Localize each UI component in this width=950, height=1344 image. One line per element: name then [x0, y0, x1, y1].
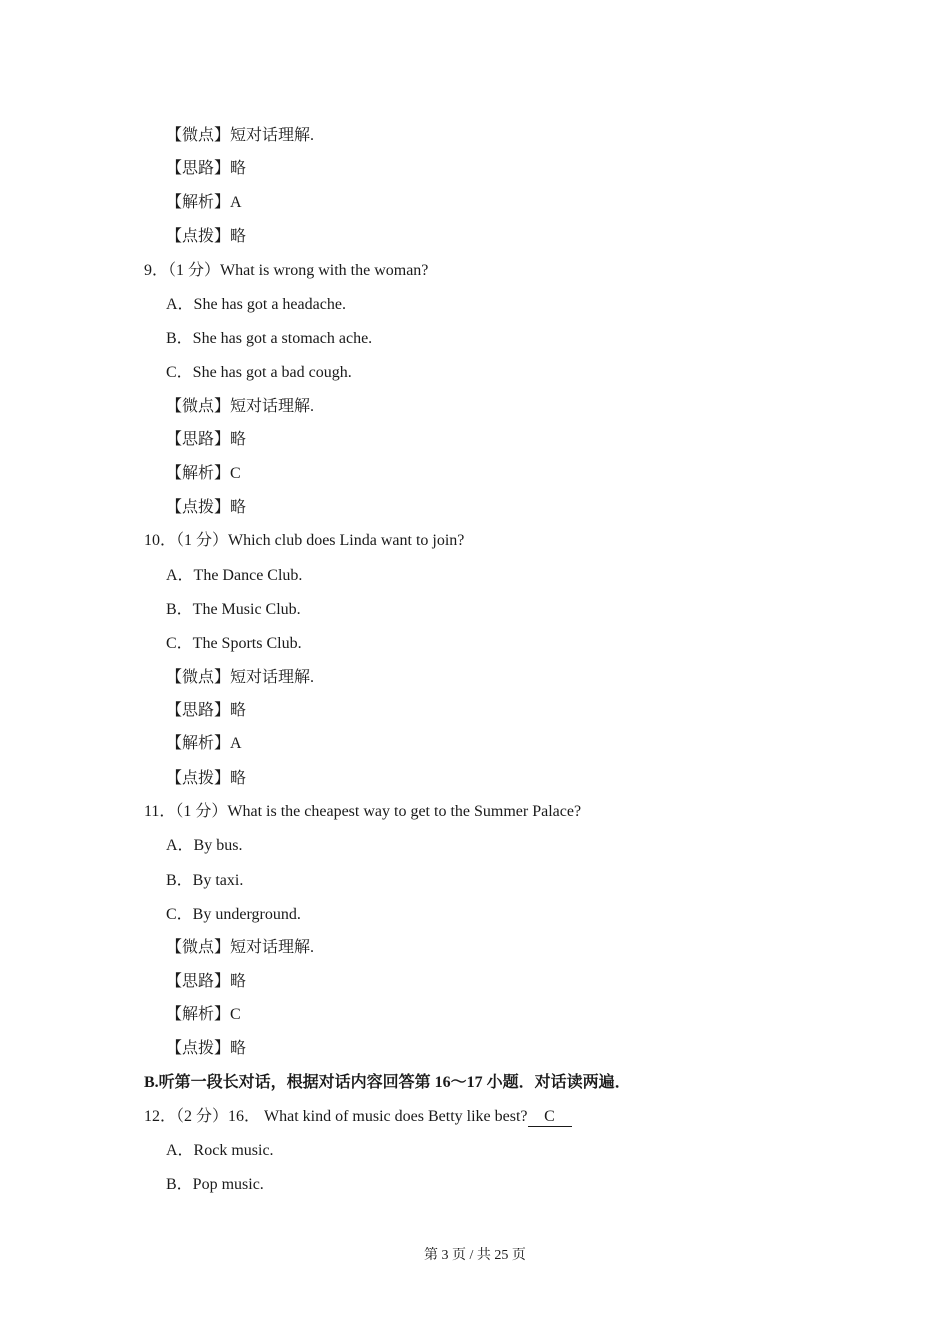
question-9-option-a: A．She has got a headache.	[166, 296, 346, 313]
question-9-silu: 【思路】略	[166, 431, 247, 448]
question-10-jiexi: 【解析】A	[166, 735, 242, 752]
question-10-silu: 【思路】略	[166, 702, 247, 719]
question-11-silu: 【思路】略	[166, 973, 247, 990]
prev-silu: 【思路】略	[166, 160, 247, 177]
section-b-heading: B.听第一段长对话，根据对话内容回答第 16～17 小题．对话读两遍．	[144, 1074, 631, 1091]
question-12-option-a: A．Rock music.	[166, 1142, 274, 1159]
question-10-stem: 10．（1 分）Which club does Linda want to join?	[144, 532, 465, 549]
question-9-stem: 9．（1 分）What is wrong with the woman?	[144, 262, 429, 279]
question-11-jiexi: 【解析】C	[166, 1006, 241, 1023]
page-footer: 第 3 页 / 共 25 页	[424, 1248, 526, 1263]
question-10-option-b: B．The Music Club.	[166, 601, 301, 618]
question-10-option-c: C．The Sports Club.	[166, 635, 302, 652]
question-10-dianbo: 【点拨】略	[166, 770, 247, 787]
question-12-row	[144, 1107, 572, 1127]
question-12-answer-blank: C	[528, 1108, 572, 1127]
question-11-stem: 11．（1 分）What is the cheapest way to get to the Summer Palace?	[144, 803, 582, 820]
question-11-option-b: B．By taxi.	[166, 872, 244, 889]
question-10-weidian: 【微点】短对话理解.	[166, 669, 315, 686]
question-9-option-b: B．She has got a stomach ache.	[166, 330, 373, 347]
prev-dianbo: 【点拨】略	[166, 228, 247, 245]
question-9-option-c: C．She has got a bad cough.	[166, 364, 352, 381]
question-12-option-b: B．Pop music.	[166, 1176, 264, 1193]
question-10-option-a: A．The Dance Club.	[166, 567, 303, 584]
question-12-stem: 12．（2 分）16． What kind of music does Betty like best?	[144, 1108, 528, 1125]
question-11-weidian: 【微点】短对话理解.	[166, 939, 315, 956]
prev-jiexi: 【解析】A	[166, 194, 242, 211]
question-11-option-a: A．By bus.	[166, 837, 243, 854]
question-9-dianbo: 【点拨】略	[166, 499, 247, 516]
prev-weidian: 【微点】短对话理解.	[166, 127, 315, 144]
question-9-jiexi: 【解析】C	[166, 465, 241, 482]
question-9-weidian: 【微点】短对话理解.	[166, 398, 315, 415]
question-11-option-c: C．By underground.	[166, 906, 301, 923]
question-11-dianbo: 【点拨】略	[166, 1040, 247, 1057]
